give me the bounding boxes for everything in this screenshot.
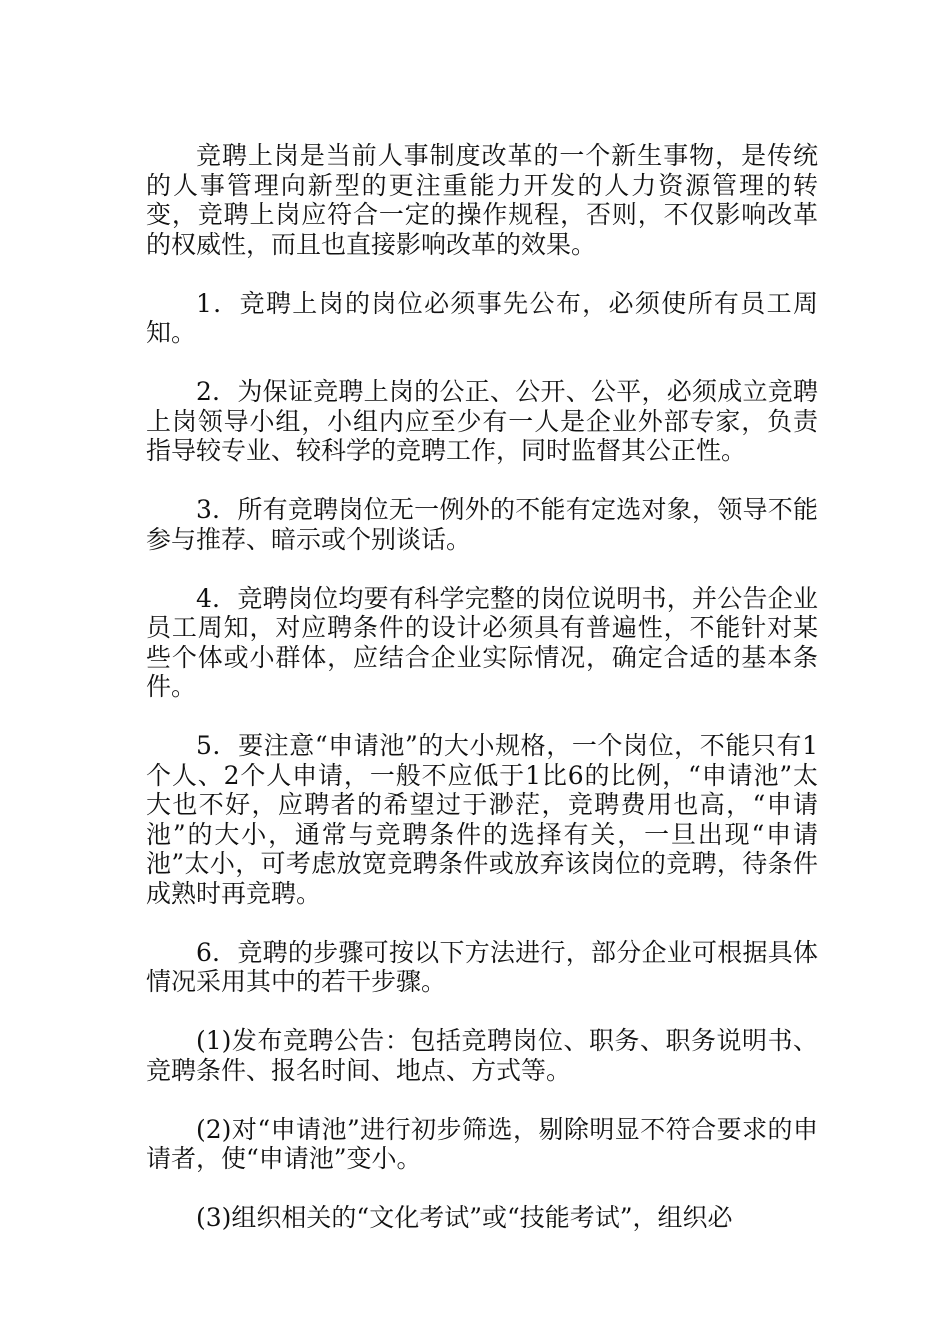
intro-paragraph: 竞聘上岗是当前人事制度改革的一个新生事物，是传统的人事管理向新型的更注重能力开发的人力资源管理的转变，竞聘上岗应符合一定的操作规程，否则，不仅影响改革的权威性，而且也直接影响改革的效果。 xyxy=(146,141,818,259)
rule-5-paragraph: 5．要注意“申请池”的大小规格，一个岗位，不能只有1个人、2个人申请，一般不应低于1比6的比例，“申请池”太大也不好，应聘者的希望过于渺茫，竞聘费用也高，“申请池”的大小，通常与竞聘条件的选择有关，一旦出现“申请池”太小，可考虑放宽竞聘条件或放弃该岗位的竞聘，待条件成熟时再竞聘。 xyxy=(146,731,818,908)
step-1-paragraph: (1)发布竞聘公告：包括竞聘岗位、职务、职务说明书、竞聘条件、报名时间、地点、方式等。 xyxy=(146,1026,818,1085)
rule-6-paragraph: 6．竞聘的步骤可按以下方法进行，部分企业可根据具体情况采用其中的若干步骤。 xyxy=(146,937,818,996)
rule-4-paragraph: 4．竞聘岗位均要有科学完整的岗位说明书，并公告企业员工周知，对应聘条件的设计必须具有普遍性，不能针对某些个体或小群体，应结合企业实际情况，确定合适的基本条件。 xyxy=(146,583,818,701)
document-body xyxy=(146,141,818,1262)
rule-1-paragraph: 1．竞聘上岗的岗位必须事先公布，必须使所有员工周知。 xyxy=(146,288,818,347)
step-3-paragraph: (3)组织相关的“文化考试”或“技能考试”，组织必 xyxy=(196,1203,733,1232)
rule-2-paragraph: 2．为保证竞聘上岗的公正、公开、公平，必须成立竞聘上岗领导小组，小组内应至少有一人是企业外部专家，负责指导较专业、较科学的竞聘工作，同时监督其公正性。 xyxy=(146,377,818,465)
step-2-paragraph: (2)对“申请池”进行初步筛选，剔除明显不符合要求的申请者，使“申请池”变小。 xyxy=(146,1114,818,1173)
rule-3-paragraph: 3．所有竞聘岗位无一例外的不能有定选对象，领导不能参与推荐、暗示或个别谈话。 xyxy=(146,495,818,554)
